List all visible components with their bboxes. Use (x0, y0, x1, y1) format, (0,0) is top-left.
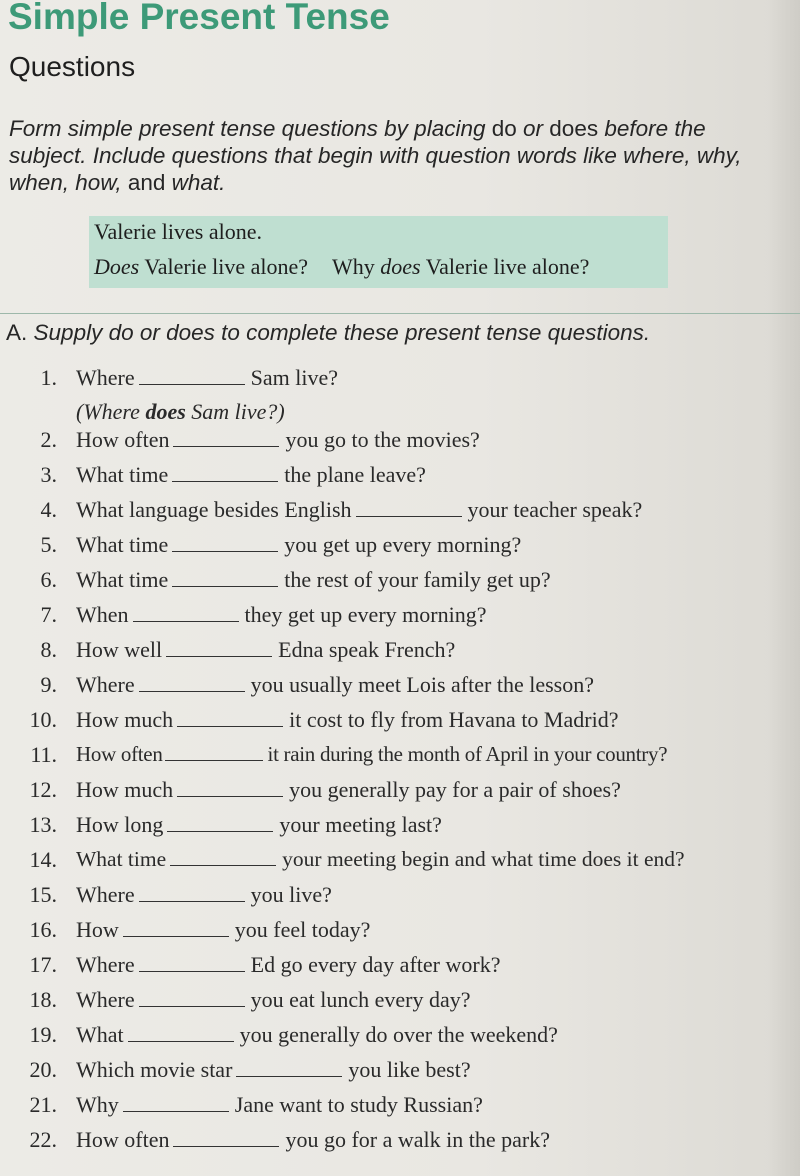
question-end: you generally do over the weekend? (239, 1022, 558, 1047)
question-end: your meeting begin and what time does it end? (282, 847, 685, 871)
instructions-part-2: before the subject. Include questions that begin with question words like where, why, when, how, (9, 116, 742, 195)
example-answer-close: Sam live?) (185, 399, 285, 424)
section-letter: A. (6, 320, 28, 345)
question-number: 11. (30, 742, 57, 767)
question-start: Why (76, 1092, 119, 1117)
question-number: 5. (40, 532, 57, 557)
question-end: your teacher speak? (467, 497, 643, 522)
question-text (76, 462, 426, 488)
question-number: 20. (29, 1057, 57, 1082)
question-start: How (76, 917, 119, 942)
example-answer-open: (Where (76, 399, 146, 424)
instructions-or: or (516, 116, 550, 141)
answer-blank[interactable] (139, 674, 245, 692)
answer-blank[interactable] (133, 604, 239, 622)
question-start: What time (76, 847, 167, 871)
question-start: How long (76, 812, 164, 837)
question-end: it cost to fly from Havana to Madrid? (289, 707, 619, 732)
question-start: What time (76, 462, 169, 487)
question-text (76, 672, 594, 698)
example-box (89, 216, 668, 288)
question-text (76, 365, 338, 391)
section-a-heading (6, 320, 650, 346)
question-text (76, 1057, 471, 1083)
example-q1-rest: Valerie live alone? (139, 254, 309, 279)
instructions-does: does (549, 116, 599, 141)
question-start: Where (76, 987, 135, 1012)
question-end: you like best? (348, 1057, 471, 1082)
answer-blank[interactable] (172, 569, 278, 587)
instructions (9, 115, 789, 196)
question-start: How well (76, 637, 163, 662)
question-end: the rest of your family get up? (284, 567, 551, 592)
answer-blank[interactable] (167, 814, 273, 832)
question-end: you eat lunch every day? (250, 987, 471, 1012)
question-end: you get up every morning? (284, 532, 522, 557)
question-start: When (76, 602, 129, 627)
example-q1-aux: Does (94, 254, 140, 279)
question-number: 21. (29, 1092, 57, 1117)
section-divider (0, 313, 800, 314)
page-subtitle: Questions (9, 51, 136, 82)
answer-blank[interactable] (172, 464, 278, 482)
question-number: 2. (40, 427, 57, 452)
question-number: 19. (29, 1022, 57, 1047)
question-end: you go for a walk in the park? (285, 1127, 551, 1152)
question-text (76, 812, 442, 838)
answer-blank[interactable] (173, 1129, 279, 1147)
question-number: 8. (40, 637, 57, 662)
question-text (76, 882, 332, 908)
question-end: the plane leave? (284, 462, 426, 487)
question-number: 14. (29, 847, 57, 872)
question-text (76, 952, 500, 978)
answer-blank[interactable] (356, 499, 462, 517)
question-number: 18. (29, 987, 57, 1012)
question-end: Sam live? (250, 365, 338, 390)
answer-blank[interactable] (128, 1024, 234, 1042)
question-number: 10. (29, 707, 57, 732)
question-number: 9. (40, 672, 57, 697)
question-text (76, 1022, 558, 1048)
question-number: 6. (40, 567, 57, 592)
question-end: you feel today? (234, 917, 371, 942)
question-text (76, 497, 642, 523)
question-number: 22. (29, 1127, 57, 1152)
instructions-part-1: Form simple present tense questions by placing (9, 116, 492, 141)
question-end: you go to the movies? (285, 427, 480, 452)
question-start: What time (76, 567, 169, 592)
question-text (76, 917, 370, 943)
answer-blank[interactable] (165, 743, 263, 761)
question-number: 3. (40, 462, 57, 487)
question-start: How much (76, 777, 174, 802)
question-end: Ed go every day after work? (250, 952, 501, 977)
question-number: 12. (29, 777, 57, 802)
answer-blank[interactable] (166, 639, 272, 657)
answer-blank[interactable] (123, 919, 229, 937)
question-end: it rain during the month of April in your country? (267, 742, 668, 766)
answer-blank[interactable] (123, 1094, 229, 1112)
question-number: 13. (29, 812, 57, 837)
question-end: your meeting last? (279, 812, 442, 837)
question-text (76, 532, 521, 558)
question-number: 15. (29, 882, 57, 907)
section-instruction: Supply do or does to complete these present tense questions. (33, 320, 651, 345)
question-end: Edna speak French? (278, 637, 456, 662)
example-q2-aux: does (380, 254, 421, 279)
question-end: you usually meet Lois after the lesson? (250, 672, 594, 697)
answer-blank[interactable] (236, 1059, 342, 1077)
answer-blank[interactable] (139, 954, 245, 972)
question-start: Where (76, 952, 135, 977)
answer-blank[interactable] (139, 367, 245, 385)
question-start: How often (76, 427, 170, 452)
question-text (76, 602, 486, 628)
question-text (76, 707, 618, 733)
question-text (76, 1127, 550, 1153)
question-text (76, 987, 471, 1013)
question-number: 4. (40, 497, 57, 522)
question-start: How much (76, 707, 174, 732)
question-text (76, 637, 455, 663)
example-statement: Valerie lives alone. (94, 219, 262, 244)
question-start: Where (76, 365, 135, 390)
question-start: Which movie star (76, 1057, 233, 1082)
question-number: 17. (29, 952, 57, 977)
answer-blank[interactable] (139, 884, 245, 902)
instructions-do: do (491, 116, 517, 141)
example-answer (76, 399, 285, 425)
question-start: Where (76, 672, 135, 697)
answer-blank[interactable] (139, 989, 245, 1007)
example-q2-rest: Valerie live alone? (420, 254, 590, 279)
instructions-part-3: what. (165, 170, 226, 195)
question-text (76, 427, 480, 453)
question-text (76, 567, 551, 593)
question-start: What language besides English (76, 497, 352, 522)
page-title: Simple Present Tense (8, 0, 390, 37)
instructions-and: and (127, 170, 166, 195)
question-number: 16. (29, 917, 57, 942)
question-end: you live? (250, 882, 332, 907)
answer-blank[interactable] (170, 848, 276, 866)
example-questions (94, 254, 589, 280)
question-text (76, 777, 621, 803)
question-start: How often (76, 742, 163, 766)
question-number: 1. (40, 365, 57, 390)
question-end: Jane want to study Russian? (234, 1092, 483, 1117)
question-end: they get up every morning? (244, 602, 487, 627)
example-answer-bold: does (145, 399, 186, 424)
answer-blank[interactable] (177, 709, 283, 727)
question-start: Where (76, 882, 135, 907)
question-start: How often (76, 1127, 170, 1152)
question-text (76, 742, 667, 767)
question-start: What (76, 1022, 124, 1047)
answer-blank[interactable] (172, 534, 278, 552)
answer-blank[interactable] (173, 429, 279, 447)
question-end: you generally pay for a pair of shoes? (289, 777, 621, 802)
question-start: What time (76, 532, 169, 557)
answer-blank[interactable] (177, 779, 283, 797)
question-text (76, 1092, 483, 1118)
question-number: 7. (40, 602, 57, 627)
question-text (76, 847, 685, 872)
example-q2-start: Why (332, 254, 381, 279)
